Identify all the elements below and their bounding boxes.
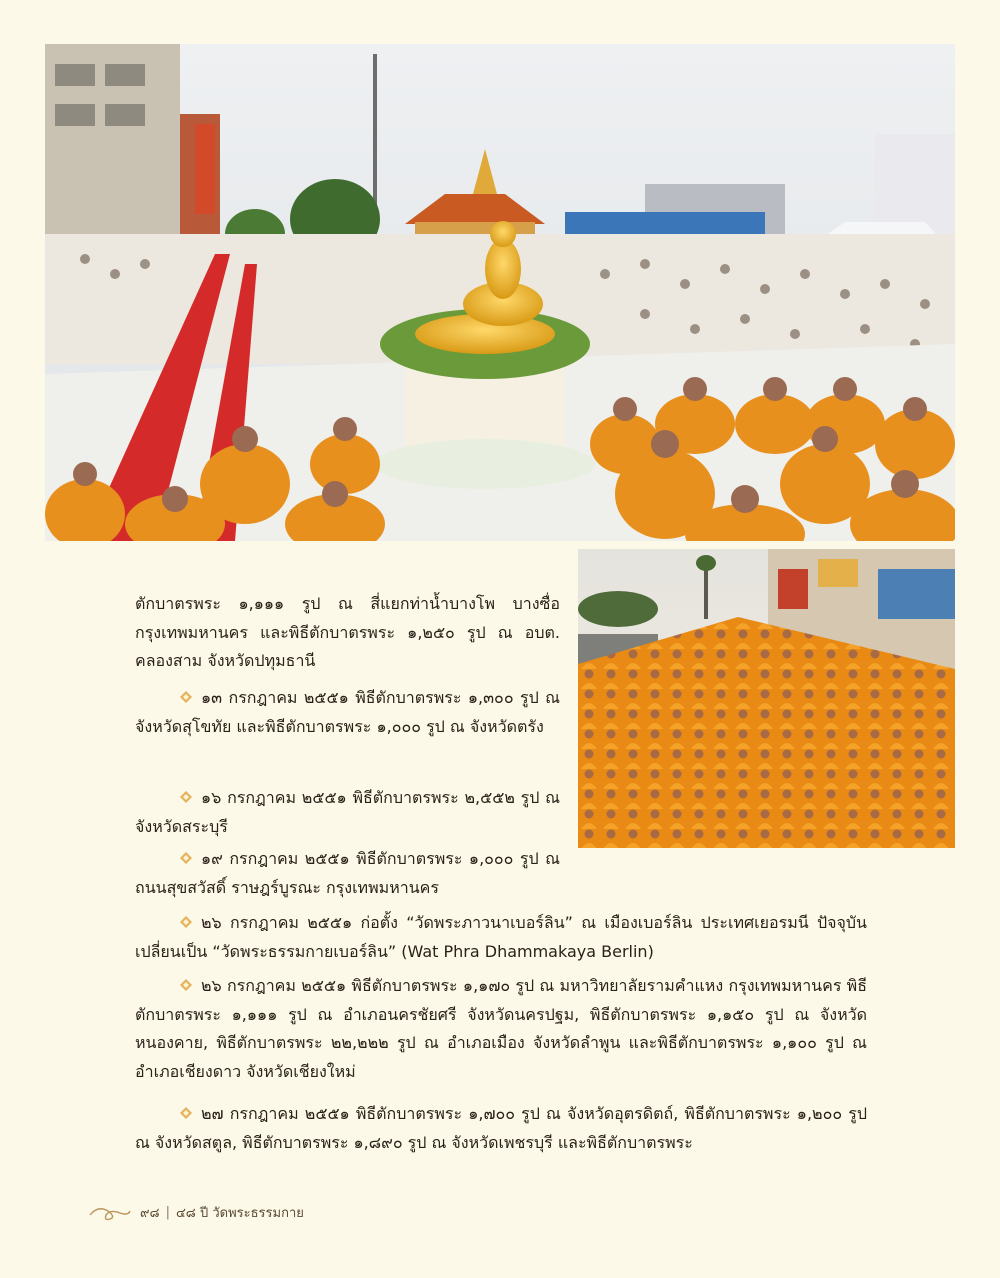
paragraph-item [135, 845, 560, 902]
paragraph-text: ๑๓ กรกฎาคม ๒๕๕๑ พิธีตักบาตรพระ ๑,๓๐๐ รูป ณ จังหวัดสุโขทัย และพิธีตักบาตรพระ ๑,๐๐๐ รูป ณ จังหวัดตรัง [135, 688, 560, 736]
lotus-bullet-icon [179, 690, 193, 704]
lotus-bullet-icon [179, 1106, 193, 1120]
ceremony-photo [45, 44, 955, 541]
footer-separator: | [165, 1205, 170, 1220]
book-title: ๔๘ ปี วัดพระธรรมกาย [175, 1206, 304, 1221]
paragraph-item [135, 972, 867, 1086]
paragraph-item [135, 1100, 867, 1157]
paragraph-text: ๑๖ กรกฎาคม ๒๕๕๑ พิธีตักบาตรพระ ๒,๕๕๒ รูป ณ จังหวัดสระบุรี [135, 788, 560, 836]
monks-street-photo [578, 549, 955, 848]
paragraph-text: ๑๙ กรกฎาคม ๒๕๕๑ พิธีตักบาตรพระ ๑,๐๐๐ รูป ณ ถนนสุขสวัสดิ์ ราษฎร์บูรณะ กรุงเทพมหานคร [135, 849, 560, 897]
monks-street-photo-illustration [578, 549, 955, 848]
lotus-bullet-icon [179, 851, 193, 865]
paragraph-text: ๒๖ กรกฎาคม ๒๕๕๑ ก่อตั้ง “วัดพระภาวนาเบอร์ลิน” ณ เมืองเบอร์ลิน ประเทศเยอรมนี ปัจจุบันเปลี่ยนเป็น “วัดพระธรรมกายเบอร์ลิน” (Wat Phra Dhammakaya Berlin) [135, 913, 867, 961]
paragraph-continued [135, 590, 560, 676]
paragraph-text: ๒๖ กรกฎาคม ๒๕๕๑ พิธีตักบาตรพระ ๑,๑๗๐ รูป ณ มหาวิทยาลัยรามคำแหง กรุงเทพมหานคร พิธีตักบาตรพระ ๑,๑๑๑ รูป ณ อำเภอนครชัยศรี จังหวัดนครปฐม, พิธีตักบาตรพระ ๑,๑๕๐ รูป ณ จังหวัดหนองคาย, พิธีตักบาตรพระ ๒๒,๒๒๒ รูป ณ อำเภอเมือง จังหวัดลำพูน และพิธีตักบาตรพระ ๑,๑๐๐ รูป ณ อำเภอเชียงดาว จังหวัดเชียงใหม่ [135, 976, 867, 1081]
paragraph-item [135, 909, 867, 966]
page-number: ๙๘ [140, 1206, 160, 1221]
paragraph-text: ๒๗ กรกฎาคม ๒๕๕๑ พิธีตักบาตรพระ ๑,๗๐๐ รูป ณ จังหวัดอุตรดิตถ์, พิธีตักบาตรพระ ๑,๒๐๐ รูป ณ จังหวัดสตูล, พิธีตักบาตรพระ ๑,๘๙๐ รูป ณ จังหวัดเพชรบุรี และพิธีตักบาตรพระ [135, 1104, 867, 1152]
ceremony-photo-illustration [45, 44, 955, 541]
lotus-bullet-icon [179, 915, 193, 929]
paragraph-item [135, 684, 560, 741]
lotus-bullet-icon [179, 790, 193, 804]
paragraph-text: ตักบาตรพระ ๑,๑๑๑ รูป ณ สี่แยกท่าน้ำบางโพ บางซื่อ กรุงเทพมหานคร และพิธีตักบาตรพระ ๑,๒๕๐ รูป ณ อบต. คลองสาม จังหวัดปทุมธานี [135, 594, 561, 670]
swirl-ornament-icon [88, 1203, 132, 1223]
page-footer [88, 1202, 304, 1223]
lotus-bullet-icon [179, 978, 193, 992]
paragraph-item [135, 784, 560, 841]
